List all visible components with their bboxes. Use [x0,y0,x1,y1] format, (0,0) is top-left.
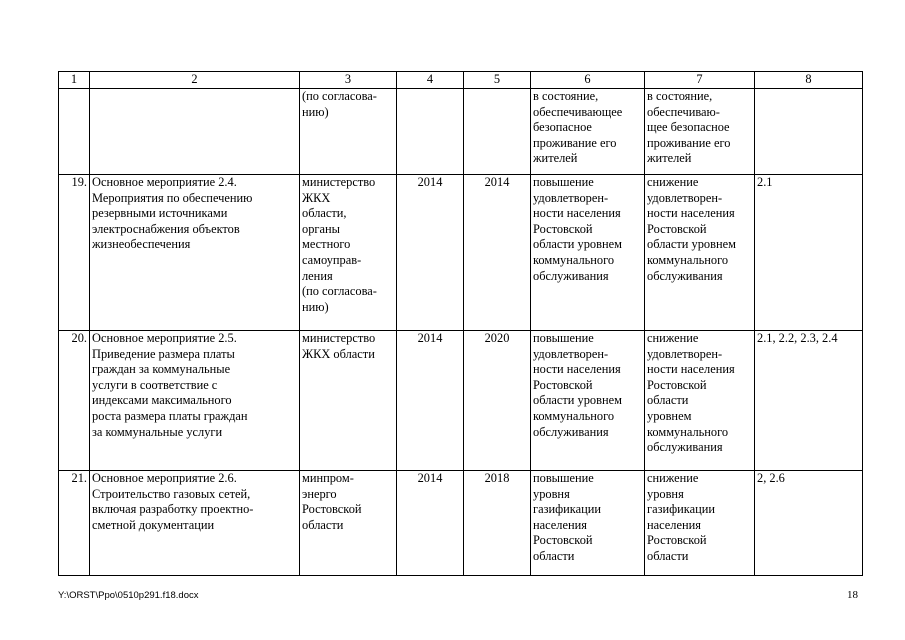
start-year [397,89,464,175]
activity-name: Основное мероприятие 2.5. Приведение размера платы граждан за коммунальные услуги в соответствие с индексами максимального роста размера платы граждан за коммунальные услуги [90,331,300,471]
row-number: 19. [59,175,90,331]
header-cell-2: 2 [90,72,300,89]
row-number: 20. [59,331,90,471]
table-row-21 [59,471,863,576]
page-number: 18 [847,589,858,601]
failure-consequence: снижение уровня газификации населения Ростовской области [645,471,755,576]
program-activities-table [58,71,863,576]
planned-result: в состояние, обеспечивающее безопасное проживание его жителей [531,89,645,175]
end-year: 2018 [464,471,531,576]
end-year: 2014 [464,175,531,331]
planned-result: повышение уровня газификации населения Ростовской области [531,471,645,576]
header-cell-4: 4 [397,72,464,89]
table-row-continuation [59,89,863,175]
executor: минпром- энерго Ростовской области [300,471,397,576]
executor: (по согласова- нию) [300,89,397,175]
executor: министерство ЖКХ области, органы местного самоуправ- ления (по согласова- нию) [300,175,397,331]
start-year: 2014 [397,175,464,331]
planned-result: повышение удовлетворен- ности населения Ростовской области уровнем коммунального обслуживания [531,175,645,331]
indicator-links [755,89,863,175]
header-cell-1: 1 [59,72,90,89]
indicator-links: 2.1, 2.2, 2.3, 2.4 [755,331,863,471]
activity-name: Основное мероприятие 2.4. Мероприятия по обеспечению резервными источниками электроснабжения объектов жизнеобеспечения [90,175,300,331]
header-cell-7: 7 [645,72,755,89]
header-cell-3: 3 [300,72,397,89]
end-year [464,89,531,175]
header-cell-5: 5 [464,72,531,89]
indicator-links: 2, 2.6 [755,471,863,576]
start-year: 2014 [397,471,464,576]
executor: министерство ЖКХ области [300,331,397,471]
table-row-19 [59,175,863,331]
row-number [59,89,90,175]
table-header-row [59,72,863,89]
document-file-path: Y:\ORST\Ppo\0510p291.f18.docx [58,590,199,601]
failure-consequence: снижение удовлетворен- ности населения Ростовской области уровнем коммунального обслуживания [645,331,755,471]
activity-name: Основное мероприятие 2.6. Строительство газовых сетей, включая разработку проектно- сметной документации [90,471,300,576]
row-number: 21. [59,471,90,576]
failure-consequence: снижение удовлетворен- ности населения Ростовской области уровнем коммунального обслуживания [645,175,755,331]
indicator-links: 2.1 [755,175,863,331]
end-year: 2020 [464,331,531,471]
activity-name [90,89,300,175]
header-cell-6: 6 [531,72,645,89]
start-year: 2014 [397,331,464,471]
failure-consequence: в состояние, обеспечиваю- щее безопасное проживание его жителей [645,89,755,175]
planned-result: повышение удовлетворен- ности населения Ростовской области уровнем коммунального обслуживания [531,331,645,471]
header-cell-8: 8 [755,72,863,89]
table-row-20 [59,331,863,471]
